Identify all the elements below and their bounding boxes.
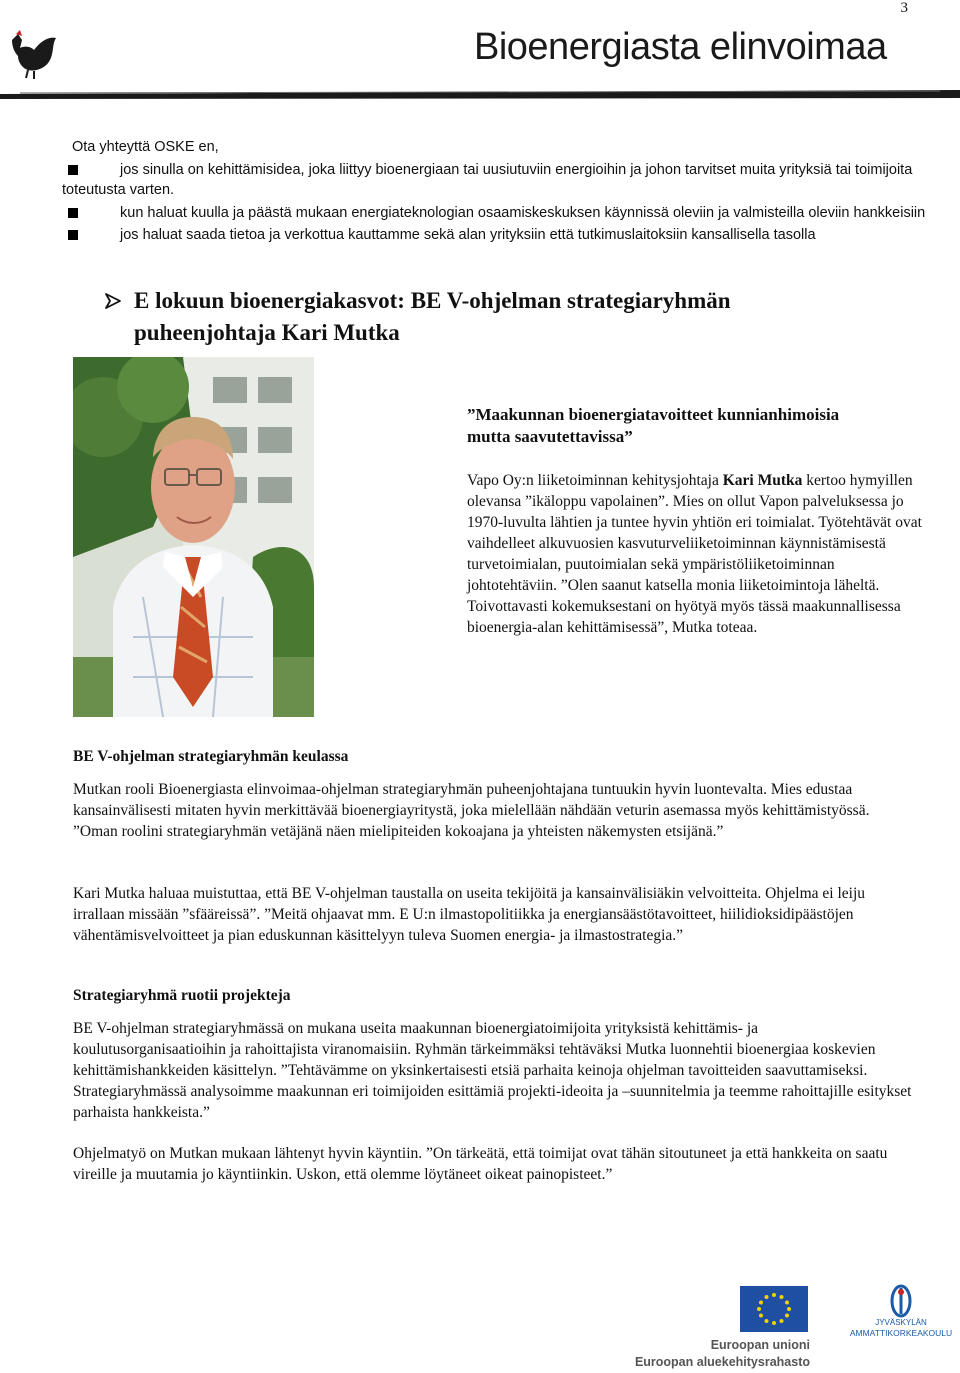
quote-line-2: mutta saavutettavissa”	[467, 427, 633, 446]
intro-name: Kari Mutka	[722, 472, 803, 489]
intro-after: kertoo hymyillen olevansa ”ikäloppu vapolainen”. Mies on ollut Vapon palveluksessa jo 1970-luvulta lähtien ja tuntee hyvin yhtiön eri toimialat. Työtehtävät ovat vaihdelleet alkuvuosien kasvuturveliiketoiminnan käynnistämisestä turvetoimialan, puutoimialan sekä ympäristöliiketoiminnan johtotehtäviin. ”Olen saanut katsella monia liiketoimintoja läheltä. Toivottavasti kokemuksestani on hyötyä myös tässä maakunnallisessa bioenergia-alan kehittämisessä”, Mutka toteaa.	[467, 472, 922, 636]
contact-lead: Ota yhteyttä OSKE en,	[72, 139, 219, 155]
jamk-line-1: JYVÄSKYLÄN	[875, 1318, 927, 1327]
contact-bullet-text: kun haluat kuulla ja päästä mukaan energiateknologian osaamiskeskuksen käynnissä oleviin ja valmisteilla oleviin hankkeisiin	[120, 204, 926, 221]
feature-quote-title	[467, 404, 937, 448]
jamk-logo	[845, 1284, 957, 1342]
feature-intro	[467, 470, 927, 638]
portrait-photo	[73, 357, 314, 717]
contact-bullet	[62, 225, 932, 246]
section-paragraph: Mutkan rooli Bioenergiasta elinvoimaa-ohjelman strategiaryhmän puheenjohtajana tuntuukin hyvin luontevalta. Mies edustaa kansainvälisesti mitaten hyvin merkittävää bioenergiayritystä, joka mielellään nähdään veturin asemassa myös kehittämistyössä. ”Oman roolini strategiaryhmän vetäjänä näen mielipiteiden kokoajana ja yhteisten näkemysten etsijänä.”	[73, 781, 870, 840]
bullet-square-icon	[68, 230, 78, 240]
capercaillie-bird-icon	[6, 26, 62, 82]
section-heading: BE V-ohjelman strategiaryhmän keulassa	[73, 748, 349, 765]
feature-headline	[104, 285, 934, 349]
eu-caption	[632, 1337, 810, 1371]
contact-bullet-text: jos haluat saada tietoa ja verkottua kauttamme sekä alan yrityksiin että tutkimuslaitoksiin kansallisella tasolla	[120, 227, 816, 243]
bullet-square-icon	[68, 165, 78, 175]
headline-line-1: E lokuun bioenergiakasvot: BE V-ohjelman strategiaryhmän	[134, 288, 731, 313]
jamk-emblem-icon	[845, 1284, 957, 1318]
bullet-square-icon	[68, 208, 78, 218]
contact-bullet	[62, 203, 932, 224]
header-bar	[0, 88, 960, 100]
header-title: Bioenergiasta elinvoimaa	[474, 26, 887, 68]
contact-bullet	[62, 160, 932, 201]
contact-bullet-text: jos sinulla on kehittämisidea, joka liittyy bioenergiaan tai uusiutuviin energioihin ja johon tarvitset muita yrityksiä tai toimijoita toteutusta varten.	[62, 161, 913, 198]
eu-flag-icon	[740, 1286, 808, 1332]
section-paragraph: BE V-ohjelman strategiaryhmässä on mukana useita maakunnan bioenergiatoimijoita yrityksistä kehittämis- ja koulutusorganisaatioihin ja rahoittajista viranomaisiin. Ryhmän tärkeimmäksi tehtäväksi Mutka luonnehtii bioenergiaa koskevien kehittämishankkeiden käsittelyn. ”Tehtävämme on yksinkertaisesti etsiä parhaita keinoja ohjelman tavoitteiden saavuttamiseksi. Strategiaryhmässä analysoimme maakunnan eri toimijoiden esittämiä projekti-ideoita ja –suunnitelmia ja teemme rahoittajille esitykset parhaista hankkeista.”	[73, 1020, 912, 1121]
headline-line-2: puheenjohtaja Kari Mutka	[134, 320, 400, 345]
section-paragraph: Ohjelmatyö on Mutkan mukaan lähtenyt hyvin käyntiin. ”On tärkeätä, että toimijat ovat tähän sitoutuneet ja että hankkeita on saatu vireille ja muutamia jo käyntiinkin. Uskon, että olemme löytäneet oikeat painopisteet.”	[73, 1145, 888, 1183]
eu-line-2: Euroopan aluekehitysrahasto	[634, 1355, 810, 1369]
contact-section	[62, 137, 932, 246]
quote-line-1: ”Maakunnan bioenergiatavoitteet kunnianhimoisia	[467, 405, 840, 424]
section-heading: Strategiaryhmä ruotii projekteja	[73, 987, 291, 1004]
eu-line-1: Euroopan unioni	[710, 1338, 810, 1352]
page-number: 3	[900, 0, 908, 16]
intro-before: Vapo Oy:n liiketoiminnan kehitysjohtaja	[467, 472, 723, 489]
jamk-line-2: AMMATTIKORKEAKOULU	[849, 1328, 953, 1338]
section-paragraph: Kari Mutka haluaa muistuttaa, että BE V-ohjelman taustalla on useita tekijöitä ja kansainvälisiäkin velvoitteita. Ohjelma ei leiju irrallaan missään ”sfääreissä”. ”Meitä ohjaavat mm. E U:n ilmastopolitiikka ja energiansäästötavoitteet, hiilidioksidipäästöjen vähentämisvelvoitteet ja pian eduskunnan käsittelyyn tuleva Suomen energia- ja ilmastostrategia.”	[73, 885, 866, 944]
